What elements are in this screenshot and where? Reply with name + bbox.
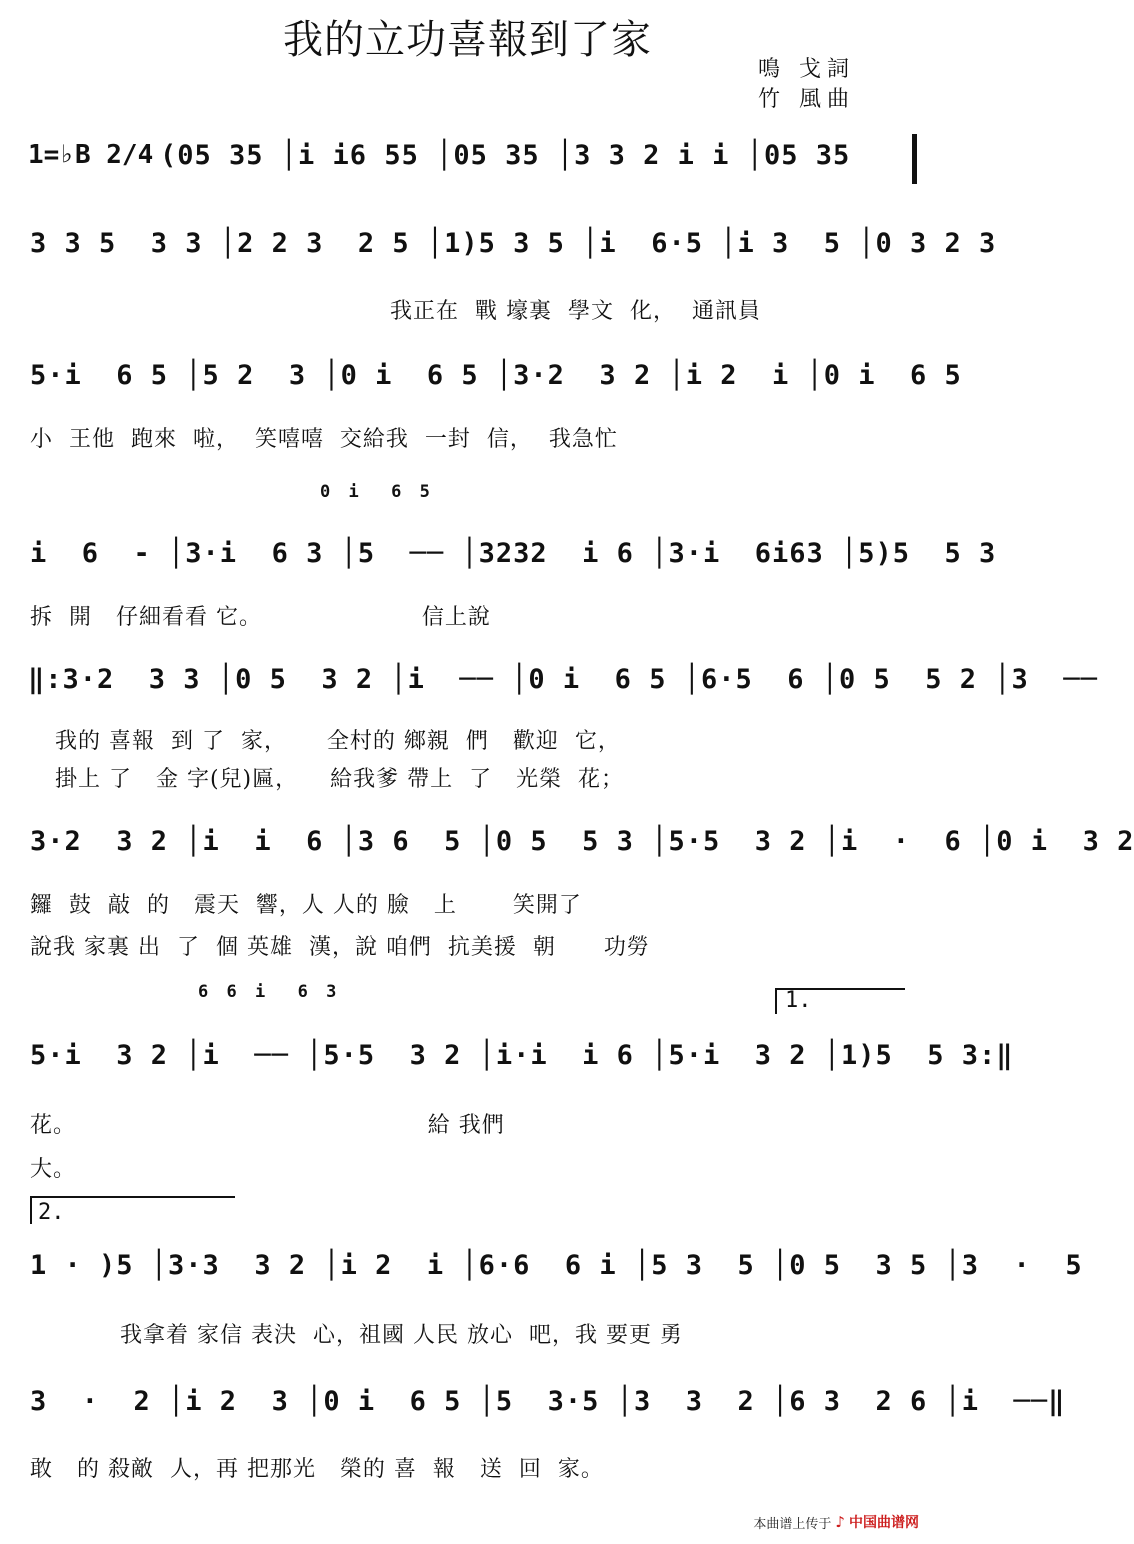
notation-line-1: (05 35 │i i6 55 │05 35 │3 3 2 i i │05 35	[160, 140, 851, 171]
lyric-line-6a: 鑼 鼓 敲 的 震天 響，人 人的 臉 上 笑開了	[30, 893, 582, 918]
footer-text: 本曲谱上传于	[753, 1516, 832, 1532]
notation-line-2: 3 3 5 3 3 │2 2 3 2 5 │1)5 3 5 │i 6·5 │i 3 5 │0 3 2 3	[30, 228, 997, 259]
second-ending-bracket	[30, 1196, 235, 1198]
composer-credit: 竹 風曲	[758, 87, 855, 112]
lyric-line-4: 拆 開 仔細看看 它。 信上說	[30, 605, 491, 630]
notation-line-5: ‖:3·2 3 3 │0 5 3 2 │i ── │0 i 6 5 │6·5 6 │0 5 5 2 │3 ──	[28, 664, 1098, 695]
site-logo-icon: ♪	[835, 1513, 845, 1531]
notation-line-3: 5·i 6 5 │5 2 3 │0 i 6 5 │3·2 3 2 │i 2 i │0 i 6 5	[30, 360, 962, 391]
notation-line-6: 3·2 3 2 │i i 6 │3 6 5 │0 5 5 3 │5·5 3 2 │i · 6 │0 i 3 2	[30, 826, 1134, 857]
lyric-line-9: 敢 的 殺敵 人，再 把那光 榮的 喜 報 送 回 家。	[30, 1457, 604, 1482]
first-ending-bracket-side	[775, 988, 777, 1014]
lyric-line-8: 我拿着 家信 表決 心，祖國 人民 放心 吧，我 要更 勇	[120, 1323, 683, 1348]
grace-notes-7: 6 6 i 6 3	[198, 982, 341, 1002]
barline	[912, 134, 917, 184]
first-ending-label: 1.	[785, 988, 812, 1013]
song-title: 我的立功喜報到了家	[283, 17, 652, 63]
lyric-line-6b: 說我 家裏 出 了 個 英雄 漢，說 咱們 抗美援 朝 功勞	[30, 935, 650, 960]
lyric-line-3: 小 王他 跑來 啦， 笑嘻嘻 交給我 一封 信， 我急忙	[30, 427, 618, 452]
lyric-line-2: 我正在 戰 壕裏 學文 化， 通訊員	[390, 299, 761, 324]
grace-notes-4: 0 i 6 5	[320, 482, 434, 502]
notation-line-4: i 6 - │3·i 6 3 │5 ── │3232 i 6 │3·i 6i63 │5)5 5 3	[30, 538, 997, 569]
key-signature: 1=♭B 2/4	[28, 140, 154, 170]
notation-line-7: 5·i 3 2 │i ── │5·5 3 2 │i·i i 6 │5·i 3 2 │1)5 5 3:‖	[30, 1040, 1014, 1071]
site-name[interactable]: 中国曲谱网	[849, 1515, 919, 1531]
notation-line-9: 3 · 2 │i 2 3 │0 i 6 5 │5 3·5 │3 3 2 │6 3 2 6 │i ──‖	[30, 1386, 1066, 1417]
second-ending-label: 2.	[38, 1200, 65, 1225]
lyric-line-5b: 掛上 了 金 字(兒)匾， 給我爹 帶上 了 光榮 花；	[55, 767, 625, 792]
lyric-line-7a: 花。 給 我們	[30, 1113, 505, 1138]
lyric-line-7b: 大。	[30, 1157, 77, 1182]
notation-line-8: 1 · )5 │3·3 3 2 │i 2 i │6·6 6 i │5 3 5 │0 5 3 5 │3 · 5	[30, 1250, 1083, 1281]
footer-credit	[753, 1512, 919, 1532]
second-ending-bracket-side	[30, 1196, 32, 1224]
lyric-line-5a: 我的 喜報 到 了 家， 全村的 鄉親 們 歡迎 它，	[55, 729, 621, 754]
lyricist-credit: 鳴 戈詞	[758, 57, 855, 82]
